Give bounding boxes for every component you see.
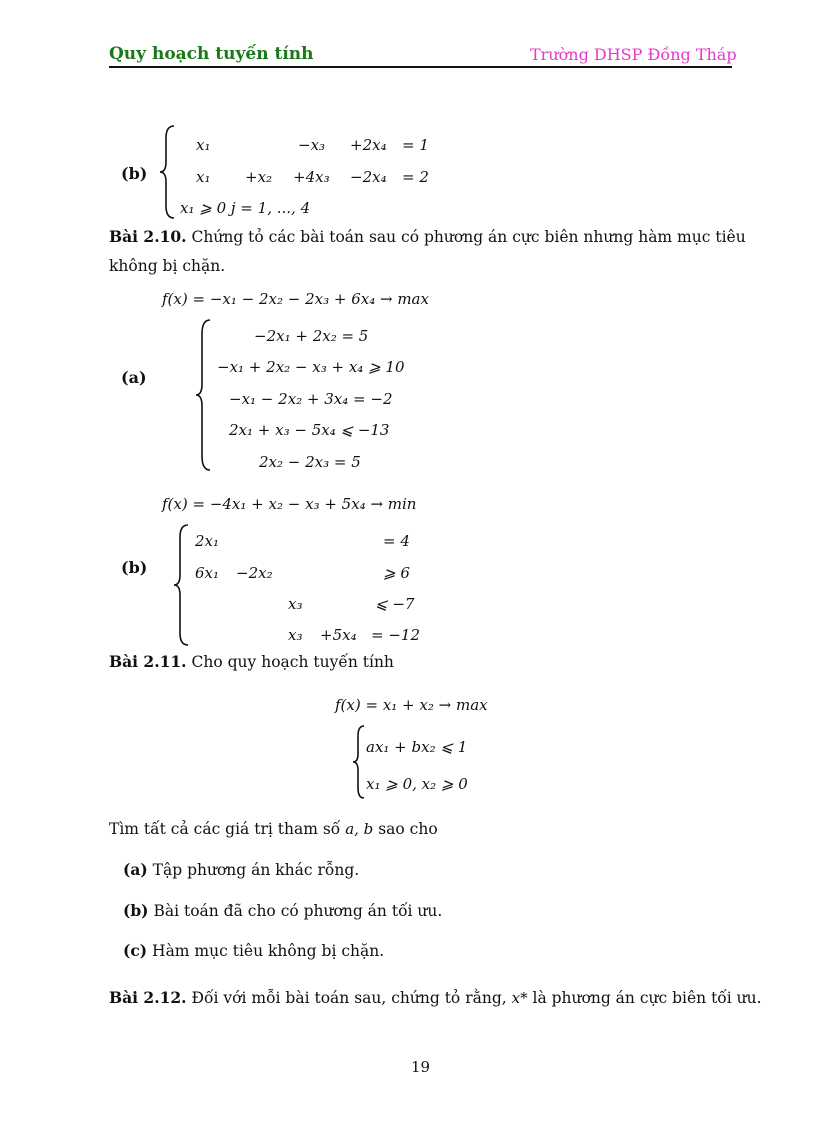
part-b-label: (b) <box>121 558 148 577</box>
row1-rhs: = 1 <box>402 136 429 154</box>
exercise-2-12-line <box>109 988 762 1007</box>
row2-c3: +4x₃ <box>293 168 330 186</box>
item-label: (a) <box>123 860 148 879</box>
left-brace-icon <box>158 124 180 220</box>
b-row2-c1: 6x₁ <box>195 564 220 582</box>
xstar: x* <box>511 989 528 1007</box>
row1-c1: x₁ <box>196 136 211 154</box>
row2-c1: x₁ <box>196 168 211 186</box>
header-title: Quy hoạch tuyến tính <box>109 44 314 64</box>
prompt-vars: a, b <box>345 820 374 838</box>
b-row4-rhs: = −12 <box>371 626 420 644</box>
row2-c4: −2x₄ <box>350 168 387 186</box>
a-row4: 2x₁ + x₃ − 5x₄ ⩽ −13 <box>229 421 390 439</box>
exercise-2-10-title: Bài 2.10. <box>109 227 187 246</box>
header-institution: Trường DHSP Đồng Tháp <box>530 45 737 64</box>
part-b-top-label: (b) <box>121 164 148 183</box>
item-text: Tập phương án khác rỗng. <box>152 861 360 879</box>
item-label: (c) <box>123 941 148 960</box>
b-row2-rhs: ⩾ 6 <box>383 564 410 582</box>
exercise-2-10-text1: Chứng tỏ các bài toán sau có phương án cực biên nhưng hàm mục tiêu <box>191 228 746 246</box>
c211-row1: ax₁ + bx₂ ⩽ 1 <box>366 738 468 756</box>
b-row4-c3: x₃ <box>288 626 303 644</box>
left-brace-icon <box>194 318 216 472</box>
objective-2-10-b: f(x) = −4x₁ + x₂ − x₃ + 5x₄ → min <box>162 495 417 513</box>
part-a-label: (a) <box>121 368 147 387</box>
header-rule <box>109 66 732 68</box>
exercise-2-11-title: Bài 2.11. <box>109 652 187 671</box>
b-row1-rhs: = 4 <box>383 532 410 550</box>
b-row3-c3: x₃ <box>288 595 303 613</box>
item-text: Bài toán đã cho có phương án tối ưu. <box>153 902 443 920</box>
list-item <box>123 901 442 920</box>
condition-row: x₁ ⩾ 0 j = 1, ..., 4 <box>180 199 311 217</box>
row1-c3: −x₃ <box>298 136 326 154</box>
row2-c2: +x₂ <box>245 168 273 186</box>
exercise-2-12-text-post: là phương án cực biên tối ưu. <box>527 989 762 1007</box>
list-item <box>123 860 359 879</box>
exercise-2-10-line1 <box>109 227 746 246</box>
objective-2-10-a: f(x) = −x₁ − 2x₂ − 2x₃ + 6x₄ → max <box>162 290 429 308</box>
exercise-2-12-title: Bài 2.12. <box>109 988 187 1007</box>
exercise-2-10-text2: không bị chặn. <box>109 257 226 275</box>
a-row3: −x₁ − 2x₂ + 3x₄ = −2 <box>229 390 393 408</box>
b-row2-c2: −2x₂ <box>236 564 273 582</box>
left-brace-icon <box>172 523 194 647</box>
list-item <box>123 941 384 960</box>
item-text: Hàm mục tiêu không bị chặn. <box>152 942 385 960</box>
row1-c4: +2x₄ <box>350 136 387 154</box>
exercise-2-11-prompt <box>109 820 438 838</box>
page-number: 19 <box>411 1058 431 1076</box>
b-row3-rhs: ⩽ −7 <box>375 595 415 613</box>
a-row5: 2x₂ − 2x₃ = 5 <box>259 453 361 471</box>
exercise-2-12-text-pre: Đối với mỗi bài toán sau, chứng tỏ rằng, <box>191 989 512 1007</box>
exercise-2-11-text: Cho quy hoạch tuyến tính <box>191 653 394 671</box>
a-row1: −2x₁ + 2x₂ = 5 <box>254 327 369 345</box>
prompt-post: sao cho <box>373 820 438 838</box>
prompt-pre: Tìm tất cả các giá trị tham số <box>109 820 346 838</box>
exercise-2-11-line <box>109 652 394 671</box>
c211-row2: x₁ ⩾ 0, x₂ ⩾ 0 <box>366 775 468 793</box>
b-row1-c1: 2x₁ <box>195 532 220 550</box>
row2-rhs: = 2 <box>402 168 429 186</box>
item-label: (b) <box>123 901 149 920</box>
objective-2-11: f(x) = x₁ + x₂ → max <box>335 696 488 714</box>
b-row4-c4: +5x₄ <box>320 626 357 644</box>
a-row2: −x₁ + 2x₂ − x₃ + x₄ ⩾ 10 <box>217 358 405 376</box>
